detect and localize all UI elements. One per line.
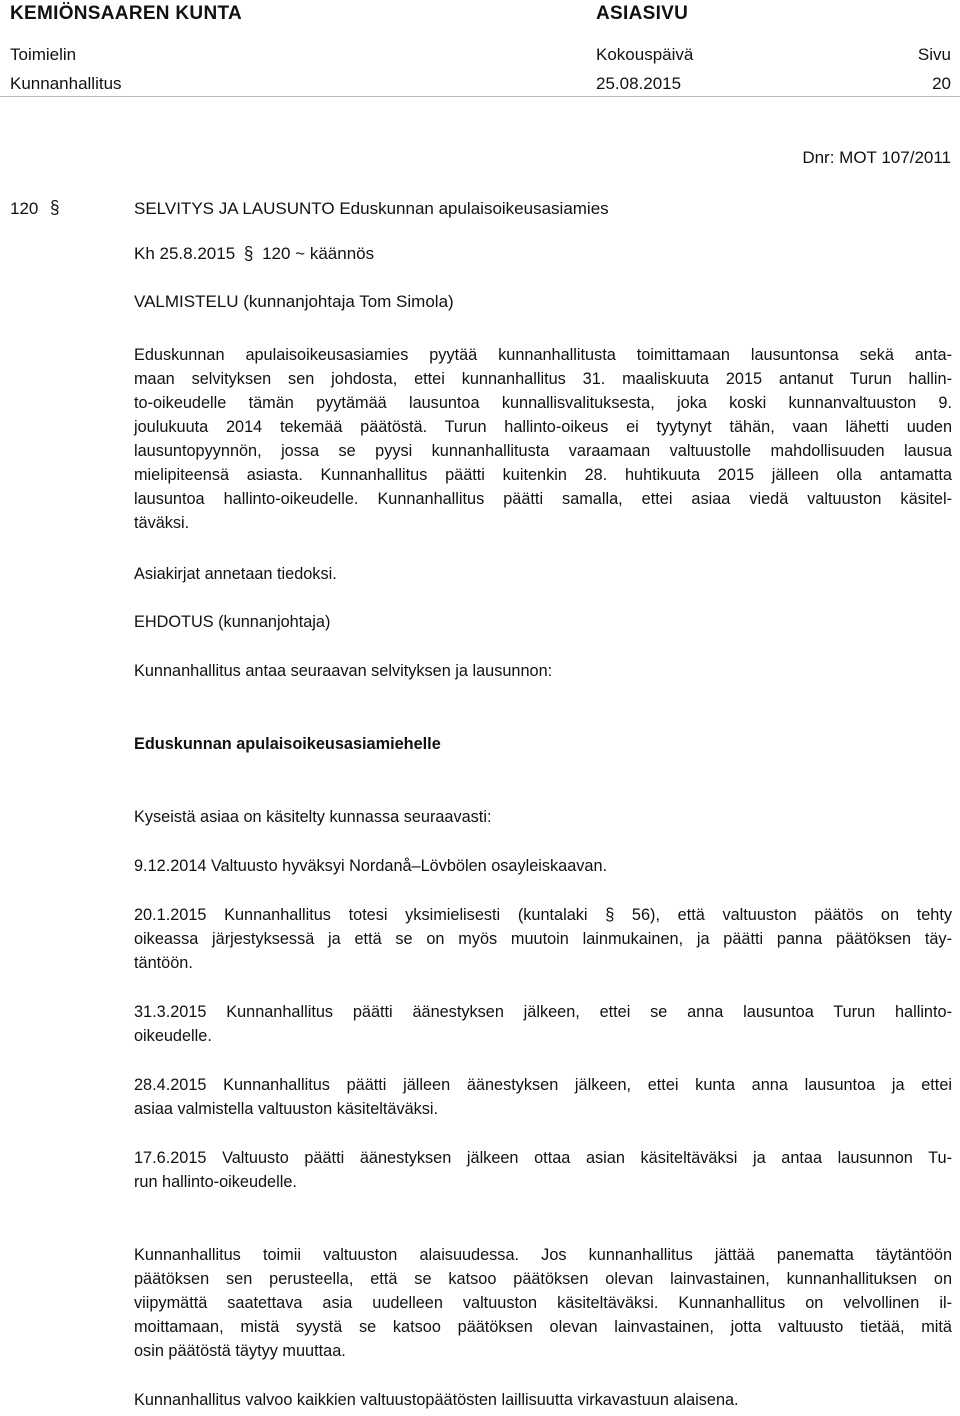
event-item bbox=[134, 854, 952, 878]
meeting-date-label: Kokouspäivä bbox=[596, 45, 694, 64]
municipality-name: KEMIÖNSAAREN KUNTA bbox=[10, 3, 242, 24]
event-line: run hallinto-oikeudelle. bbox=[134, 1173, 297, 1191]
closing-sentence: Kunnanhallitus valvoo kaikkien valtuustopäätösten laillisuutta virkavastuun alaisena. bbox=[134, 1391, 739, 1409]
supervision-line: viipymättä saatettava asia uudelleen valtuuston käsiteltäväksi. Kunnanhallitus on velvollinen il- bbox=[134, 1294, 952, 1312]
statement-heading: Eduskunnan apulaisoikeusasiamiehelle bbox=[134, 735, 441, 753]
document-type: ASIASIVU bbox=[596, 3, 689, 24]
supervision-line: moittamaan, mistä syystä se katsoo päätöksen olevan lainvastainen, jotta valtuusto tietää, mitä bbox=[134, 1318, 952, 1336]
event-line: oikeassa järjestyksessä ja että se on myös muutoin lainmukainen, ja päätti panna päätöksen täy- bbox=[134, 930, 952, 948]
intro-line: mielipiteensä asiasta. Kunnanhallitus päätti kuitenkin 28. huhtikuuta 2015 jälleen olla antamatta bbox=[134, 466, 952, 484]
proposal-intro: Kunnanhallitus antaa seuraavan selvityksen ja lausunnon: bbox=[134, 662, 553, 680]
reference-number: 120 ~ käännös bbox=[262, 244, 375, 263]
event-line: 9.12.2014 Valtuusto hyväksyi Nordanå–Lövbölen osayleiskaavan. bbox=[134, 857, 608, 875]
intro-paragraph bbox=[134, 343, 952, 535]
reference-prefix: Kh 25.8.2015 bbox=[134, 244, 236, 263]
preparation-heading: VALMISTELU (kunnanjohtaja Tom Simola) bbox=[134, 292, 454, 311]
section-sign: § bbox=[50, 197, 60, 218]
body-value: Kunnanhallitus bbox=[10, 74, 122, 93]
event-line: oikeudelle. bbox=[134, 1027, 212, 1045]
event-line: 17.6.2015 Valtuusto päätti äänestyksen jälkeen ottaa asian käsiteltäväksi ja antaa lausunnon Tu- bbox=[134, 1149, 952, 1167]
proposal-heading: EHDOTUS (kunnanjohtaja) bbox=[134, 613, 331, 631]
item-number: 120 bbox=[10, 199, 39, 218]
event-item bbox=[134, 1000, 952, 1048]
event-item bbox=[134, 1146, 952, 1194]
meeting-date-value: 25.08.2015 bbox=[596, 74, 682, 93]
diary-number: Dnr: MOT 107/2011 bbox=[802, 148, 951, 167]
supervision-line: Kunnanhallitus toimii valtuuston alaisuudessa. Jos kunnanhallitus jättää panematta täytäntöön bbox=[134, 1246, 952, 1264]
supervision-line: päätöksen sen perusteella, että se katsoo päätöksen olevan lainvastainen, kunnanhallituksen on bbox=[134, 1270, 952, 1288]
handled-intro: Kyseistä asiaa on käsitelty kunnassa seuraavasti: bbox=[134, 808, 492, 826]
event-line: asiaa valmistella valtuuston käsiteltäväksi. bbox=[134, 1100, 439, 1118]
page-number: 20 bbox=[932, 74, 951, 93]
body-label: Toimielin bbox=[10, 45, 77, 64]
intro-line: lausuntoa hallinto-oikeudelle. Kunnanhallitus päätti samalla, ettei asiaa viedä valtuuston käsitel- bbox=[134, 490, 952, 508]
event-item bbox=[134, 903, 952, 975]
intro-line: lausuntopyynnön, jossa se pyysi kunnanhallitusta varaamaan valtuustolle mahdollisuuden lausua bbox=[134, 442, 952, 460]
reference-section-sign: § bbox=[243, 243, 254, 264]
supervision-line: osin päätöstä täytyy muuttaa. bbox=[134, 1342, 346, 1360]
intro-line: joulukuuta 2014 tekemää päätöstä. Turun hallinto-oikeus ei tyytynyt tähän, vaan lähetti uuden bbox=[134, 418, 952, 436]
event-line: täntöön. bbox=[134, 954, 193, 972]
supervision-paragraph bbox=[134, 1243, 952, 1363]
intro-line: maan selvityksen sen johdosta, ettei kunnanhallitus 31. maaliskuuta 2015 antanut Turun hallin- bbox=[134, 370, 952, 388]
page-label: Sivu bbox=[917, 45, 951, 64]
intro-line: to-oikeudelle tämän pyytämää lausuntoa kunnallisvalituksesta, joka koski kunnanvaltuuston 9. bbox=[134, 394, 952, 412]
reference bbox=[134, 244, 374, 264]
intro-line: täväksi. bbox=[134, 514, 190, 532]
documents-note: Asiakirjat annetaan tiedoksi. bbox=[134, 565, 337, 583]
intro-line: Eduskunnan apulaisoikeusasiamies pyytää kunnanhallitusta toimittamaan lausuntonsa sekä anta- bbox=[134, 346, 952, 364]
header-divider bbox=[0, 96, 960, 97]
event-line: 28.4.2015 Kunnanhallitus päätti jälleen äänestyksen jälkeen, ettei kunta anna lausuntoa ja ettei bbox=[134, 1076, 952, 1094]
item-title: SELVITYS JA LAUSUNTO Eduskunnan apulaisoikeusasiamies bbox=[134, 199, 609, 218]
event-item bbox=[134, 1073, 952, 1121]
event-line: 20.1.2015 Kunnanhallitus totesi yksimielisesti (kuntalaki § 56), että valtuuston päätös on tehty bbox=[134, 905, 952, 925]
event-line: 31.3.2015 Kunnanhallitus päätti äänestyksen jälkeen, ettei se anna lausuntoa Turun hallinto- bbox=[134, 1003, 952, 1021]
